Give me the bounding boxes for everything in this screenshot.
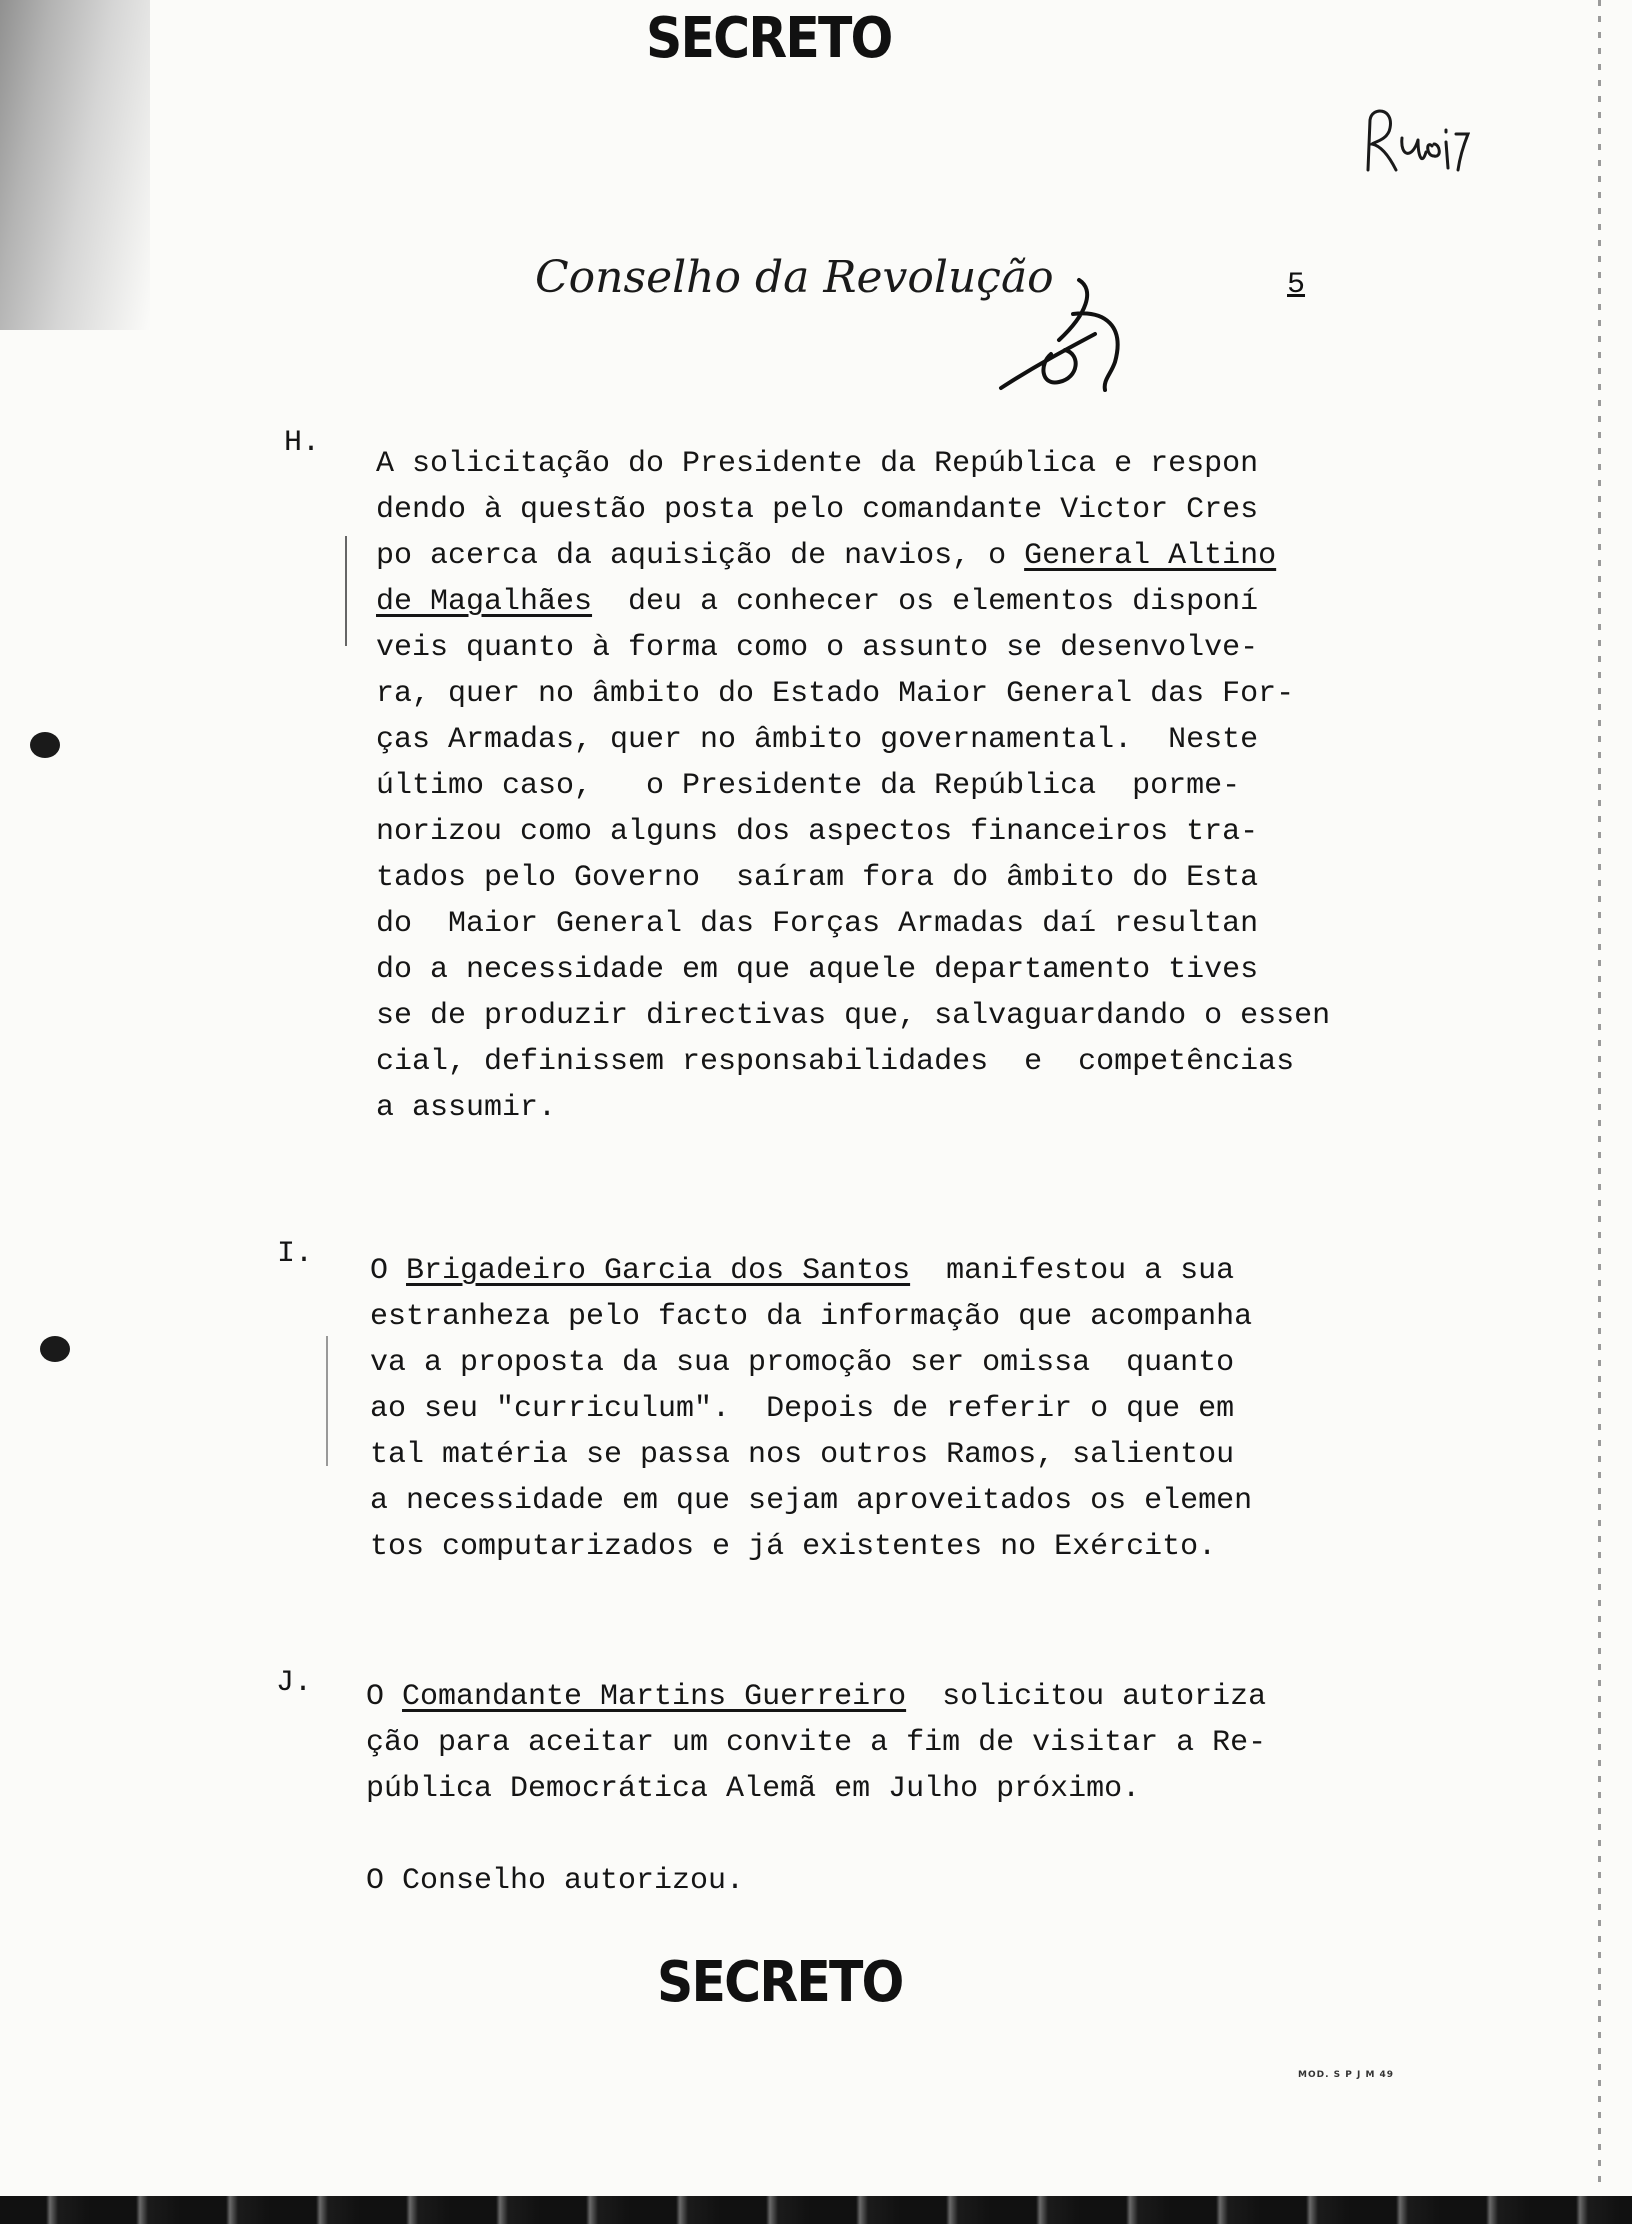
section-label-i: I.	[277, 1237, 314, 1271]
classification-stamp-top: SECRETO	[646, 6, 892, 71]
text-segment: tos computarizados e já existentes no Exército.	[370, 1530, 1217, 1564]
classification-stamp-bottom: SECRETO	[657, 1950, 903, 2015]
punch-hole	[30, 732, 60, 758]
text-segment: tados pelo Governo saíram fora do âmbito do Esta	[376, 861, 1259, 895]
text-segment: ra, quer no âmbito do Estado Maior General das For-	[376, 677, 1295, 711]
text-line	[370, 1386, 1340, 1432]
section-text-h	[376, 441, 1346, 1131]
text-line	[376, 717, 1346, 763]
underlined-name: Brigadeiro Garcia dos Santos	[406, 1254, 911, 1288]
text-line	[366, 1766, 1336, 1812]
text-segment: cial, definissem responsabilidades e competências	[376, 1045, 1295, 1079]
text-segment: po acerca da aquisição de navios, o	[376, 539, 1025, 573]
text-line	[376, 625, 1346, 671]
underlined-name: Comandante Martins Guerreiro	[402, 1680, 907, 1714]
text-line	[370, 1294, 1340, 1340]
form-code: MOD. S P J M 49	[1298, 2070, 1395, 2080]
text-line	[376, 809, 1346, 855]
scan-edge-right	[1598, 0, 1601, 2190]
text-segment: ao seu "curriculum". Depois de referir o que em	[370, 1392, 1235, 1426]
text-segment: último caso, o Presidente da República porme-	[376, 769, 1241, 803]
text-line	[376, 855, 1346, 901]
text-segment: O	[370, 1254, 407, 1288]
text-line	[370, 1248, 1340, 1294]
underlined-name: General Altino	[1024, 539, 1277, 573]
text-line	[370, 1340, 1340, 1386]
section-label-h: H.	[284, 426, 321, 460]
text-line	[376, 441, 1346, 487]
text-line	[376, 1085, 1346, 1131]
text-segment: A solicitação do Presidente da República e respon	[376, 447, 1259, 481]
text-segment: dendo à questão posta pelo comandante Victor Cres	[376, 493, 1259, 527]
text-segment: veis quanto à forma como o assunto se desenvolve-	[376, 631, 1259, 665]
text-line	[370, 1432, 1340, 1478]
text-segment: ção para aceitar um convite a fim de visitar a Re-	[366, 1726, 1267, 1760]
text-line	[370, 1524, 1340, 1570]
text-segment: ças Armadas, quer no âmbito governamental. Neste	[376, 723, 1259, 757]
underlined-name: de Magalhães	[376, 585, 593, 619]
text-segment: tal matéria se passa nos outros Ramos, salientou	[370, 1438, 1235, 1472]
margin-mark	[345, 536, 347, 646]
punch-hole	[40, 1336, 70, 1362]
margin-mark	[326, 1336, 328, 1466]
text-segment: deu a conhecer os elementos disponí	[592, 585, 1259, 619]
text-line	[370, 1478, 1340, 1524]
page-number: 5	[1287, 268, 1306, 302]
text-line	[376, 533, 1346, 579]
scan-edge-bottom	[0, 2196, 1632, 2224]
text-line	[376, 671, 1346, 717]
text-line	[366, 1812, 1336, 1858]
text-segment: va a proposta da sua promoção ser omissa quanto	[370, 1346, 1235, 1380]
text-segment: norizou como alguns dos aspectos financeiros tra-	[376, 815, 1259, 849]
scan-shadow-top-left	[0, 0, 150, 330]
text-line	[376, 763, 1346, 809]
section-text-i	[370, 1248, 1340, 1570]
text-line	[366, 1720, 1336, 1766]
text-segment: solicitou autoriza	[906, 1680, 1267, 1714]
text-line	[366, 1674, 1336, 1720]
text-line	[376, 1039, 1346, 1085]
text-segment: do Maior General das Forças Armadas daí resultan	[376, 907, 1259, 941]
letterhead: Conselho da Revolução	[535, 252, 1054, 303]
text-line	[376, 947, 1346, 993]
text-line	[376, 993, 1346, 1039]
text-line	[376, 579, 1346, 625]
section-text-j	[366, 1674, 1336, 1904]
text-segment: pública Democrática Alemã em Julho próximo.	[366, 1772, 1141, 1806]
handwritten-mark	[955, 270, 1135, 400]
handwritten-initials-signature	[1360, 100, 1470, 180]
text-segment: se de produzir directivas que, salvaguardando o essen	[376, 999, 1331, 1033]
text-line	[366, 1858, 1336, 1904]
text-segment: manifestou a sua	[910, 1254, 1235, 1288]
text-segment: O Conselho autorizou.	[366, 1864, 745, 1898]
text-segment: a necessidade em que sejam aproveitados os elemen	[370, 1484, 1253, 1518]
text-segment: O	[366, 1680, 403, 1714]
text-segment: estranheza pelo facto da informação que acompanha	[370, 1300, 1253, 1334]
text-segment: a assumir.	[376, 1091, 557, 1125]
text-line	[376, 901, 1346, 947]
section-label-j: J.	[276, 1666, 313, 1700]
text-segment: do a necessidade em que aquele departamento tives	[376, 953, 1259, 987]
text-line	[376, 487, 1346, 533]
